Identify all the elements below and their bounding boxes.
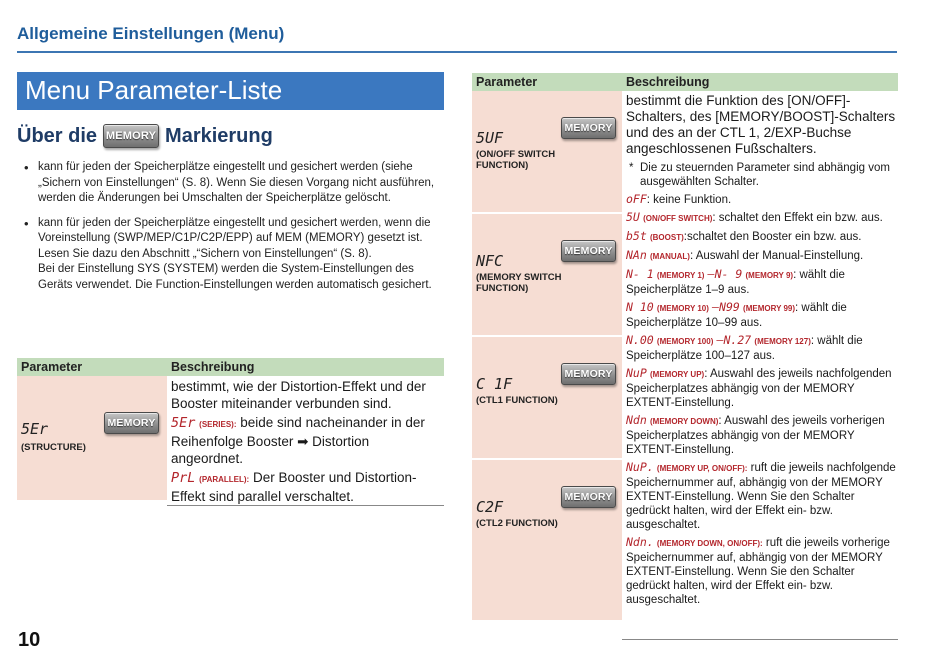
list-item	[626, 413, 898, 457]
option-code: NuP.	[626, 460, 654, 474]
memory-badge: MEMORY	[561, 486, 616, 508]
option-tag: (MEMORY 9)	[745, 271, 794, 280]
option-text: ruft die jeweils vorherige Speichernummer auf, abhängig von der MEMORY EXTENT-Einstellung. Wenn Sie den Schalter gedrückt halten, wird der Effekt ein- bzw. ausgeschaltet.	[626, 537, 890, 606]
option-parallel	[171, 469, 444, 505]
col-header-description: Beschreibung	[171, 360, 255, 374]
structure-table	[17, 358, 444, 506]
subtitle-prefix: Über die	[17, 124, 98, 147]
col-header-parameter: Parameter	[476, 75, 538, 89]
table-body	[472, 91, 898, 640]
option-code: 5Er	[171, 415, 196, 431]
option-code: N- 1	[626, 267, 654, 281]
param-label-line: (MEMORY SWITCH	[476, 272, 562, 283]
col-header-parameter: Parameter	[21, 360, 83, 374]
param-code: C2F	[476, 498, 504, 516]
option-text: : keine Funktion.	[646, 194, 732, 206]
table-header	[472, 73, 898, 91]
param-column	[472, 91, 622, 640]
param-label-line: (CTL2 FUNCTION)	[476, 518, 558, 529]
desc-note: * Die zu steuernden Parameter sind abhängig vom ausgewählten Schalter.	[626, 161, 898, 189]
page-number: 10	[18, 629, 41, 651]
header-divider	[17, 51, 897, 53]
list-item	[22, 216, 440, 294]
option-tag: (MEMORY UP, ON/OFF):	[656, 464, 748, 473]
bullet-text: • kann für jeden der Speicherplätze eingestellt und gesichert werden, wenn die Voreinstellung (SWP/MEP/C1P/C2P/EPP) auf MEM (MEMORY) gesetzt ist. Lesen Sie dazu den Abschnitt „“Sichern von Einstellungen“ (S. 8).	[38, 216, 431, 260]
option-tag: (MEMORY 99)	[743, 304, 796, 313]
option-tag: (MEMORY DOWN)	[649, 417, 719, 426]
option-text: : Auswahl des jeweils nachfolgenden Speicherplatzes abhängig von der MEMORY EXTENT-Einstellung.	[626, 368, 892, 409]
option-series	[171, 414, 444, 467]
list-item	[626, 333, 898, 363]
option-code: Ndn	[626, 413, 647, 427]
param-label	[476, 272, 562, 294]
option-text: beide sind nacheinander in der Reihenfolge Booster ➡ Distortion angeordnet.	[171, 415, 425, 466]
option-text: : Auswahl des jeweils vorherigen Speicherplatzes abhängig von der MEMORY EXTENT-Einstellung.	[626, 415, 885, 456]
option-tag: (MEMORY 10)	[656, 304, 709, 313]
bullet-list	[22, 160, 440, 302]
option-code: NuP	[626, 366, 647, 380]
option-code: NAn	[626, 248, 647, 262]
list-item	[626, 535, 898, 607]
param-code: NFC	[476, 252, 504, 270]
option-tag: (MANUAL)	[649, 252, 690, 261]
param-label-line: (CTL1 FUNCTION)	[476, 395, 558, 406]
memory-badge: MEMORY	[103, 124, 159, 148]
option-text: :schaltet den Booster ein bzw. aus.	[683, 231, 862, 243]
memory-badge: MEMORY	[104, 412, 159, 434]
option-code: –N- 9	[707, 267, 743, 281]
option-text: : wählt die Speicherplätze 100–127 aus.	[626, 335, 863, 362]
list-item	[626, 229, 898, 245]
option-tag: (ON/OFF SWITCH)	[643, 214, 713, 223]
param-code: C 1F	[476, 375, 513, 393]
option-text: : Auswahl der Manual-Einstellung.	[689, 250, 864, 262]
option-tag: (MEMORY 100)	[656, 337, 714, 346]
param-label: (STRUCTURE)	[21, 442, 86, 453]
param-code: 5UF	[476, 129, 504, 147]
memory-badge: MEMORY	[561, 363, 616, 385]
param-label-line: (ON/OFF SWITCH	[476, 149, 556, 160]
option-tag: (MEMORY 127)	[754, 337, 811, 346]
param-label-line: FUNCTION)	[476, 283, 529, 294]
param-label	[476, 395, 558, 406]
param-code: 5Er	[21, 420, 49, 438]
option-code: PrL	[171, 470, 196, 486]
section-header: Allgemeine Einstellungen (Menu)	[17, 24, 285, 43]
option-code: –N99	[712, 300, 740, 314]
option-code: Ndn.	[626, 535, 654, 549]
bullet-text: • kann für jeden der Speicherplätze eingestellt und gesichert werden (siehe „Sichern von Einstellungen“ (S. 8). Wenn Sie diesen Vorgang nicht ausführen, werden die Änderungen bei Umschalten der Speicherplätze gelöscht.	[38, 161, 435, 204]
param-cell-ctl2	[472, 460, 622, 620]
table-header	[17, 358, 444, 376]
param-label-line: FUNCTION)	[476, 160, 529, 171]
list-item	[626, 460, 898, 532]
option-text: : wählt die Speicherplätze 10–99 aus.	[626, 302, 847, 329]
option-tag: (MEMORY UP)	[649, 370, 705, 379]
param-label	[476, 149, 555, 171]
param-cell-memory	[472, 214, 622, 335]
option-text: Der Booster und Distortion-Effekt sind parallel verschaltet.	[171, 470, 417, 504]
list-item	[626, 210, 898, 226]
memory-badge: MEMORY	[561, 117, 616, 139]
list-item	[626, 248, 898, 264]
desc-cell	[167, 376, 444, 506]
table-row	[17, 376, 444, 506]
desc-intro: bestimmt, wie der Distortion-Effekt und der Booster miteinander verbunden sind.	[171, 379, 426, 411]
memory-badge: MEMORY	[561, 240, 616, 262]
subtitle-suffix: Markierung	[165, 124, 273, 147]
desc-intro: bestimmt die Funktion des [ON/OFF]-Schalters, des [MEMORY/BOOST]-Schalters und des an der CTL 1, 2/EXP-Buchse angeschlossenen Fußschalters.	[626, 93, 896, 156]
list-item	[22, 160, 440, 207]
option-tag: (PARALLEL):	[199, 475, 250, 484]
param-cell	[17, 376, 167, 500]
param-cell-onoff	[472, 91, 622, 212]
subtitle	[17, 124, 273, 148]
option-text: : schaltet den Effekt ein bzw. aus.	[712, 212, 883, 224]
list-item	[626, 300, 898, 330]
param-label	[476, 518, 558, 529]
option-code: N.00	[626, 333, 654, 347]
param-cell-ctl1	[472, 337, 622, 458]
option-code: –N.27	[716, 333, 752, 347]
option-tag: (BOOST)	[649, 233, 684, 242]
option-code: b5t	[626, 229, 647, 243]
col-header-description: Beschreibung	[626, 75, 710, 89]
option-tag: (MEMORY DOWN, ON/OFF):	[656, 539, 763, 548]
option-tag: (MEMORY 1)	[656, 271, 705, 280]
option-code: oFF	[626, 192, 647, 206]
option-code: N 10	[626, 300, 654, 314]
option-text: ruft die jeweils nachfolgende Speichernummer auf, abhängig von der MEMORY EXTENT-Einstellung. Wenn Sie den Schalter gedrückt halten, wird der Effekt ein- bzw. ausgeschaltet.	[626, 462, 896, 531]
option-tag: (SERIES):	[199, 420, 237, 429]
function-table	[472, 73, 898, 640]
page-title: Menu Parameter-Liste	[17, 72, 444, 110]
option-code: 5U	[626, 210, 640, 224]
desc-cell	[622, 91, 898, 640]
list-item	[626, 366, 898, 410]
list-item	[626, 267, 898, 297]
option-text: : wählt die Speicherplätze 1–9 aus.	[626, 269, 845, 296]
bullet-text: Bei der Einstellung SYS (SYSTEM) werden die System-Einstellungen des Geräts verwendet. Die Function-Einstellungen werden automatisch gesichert.	[38, 263, 432, 291]
list-item	[626, 192, 898, 207]
